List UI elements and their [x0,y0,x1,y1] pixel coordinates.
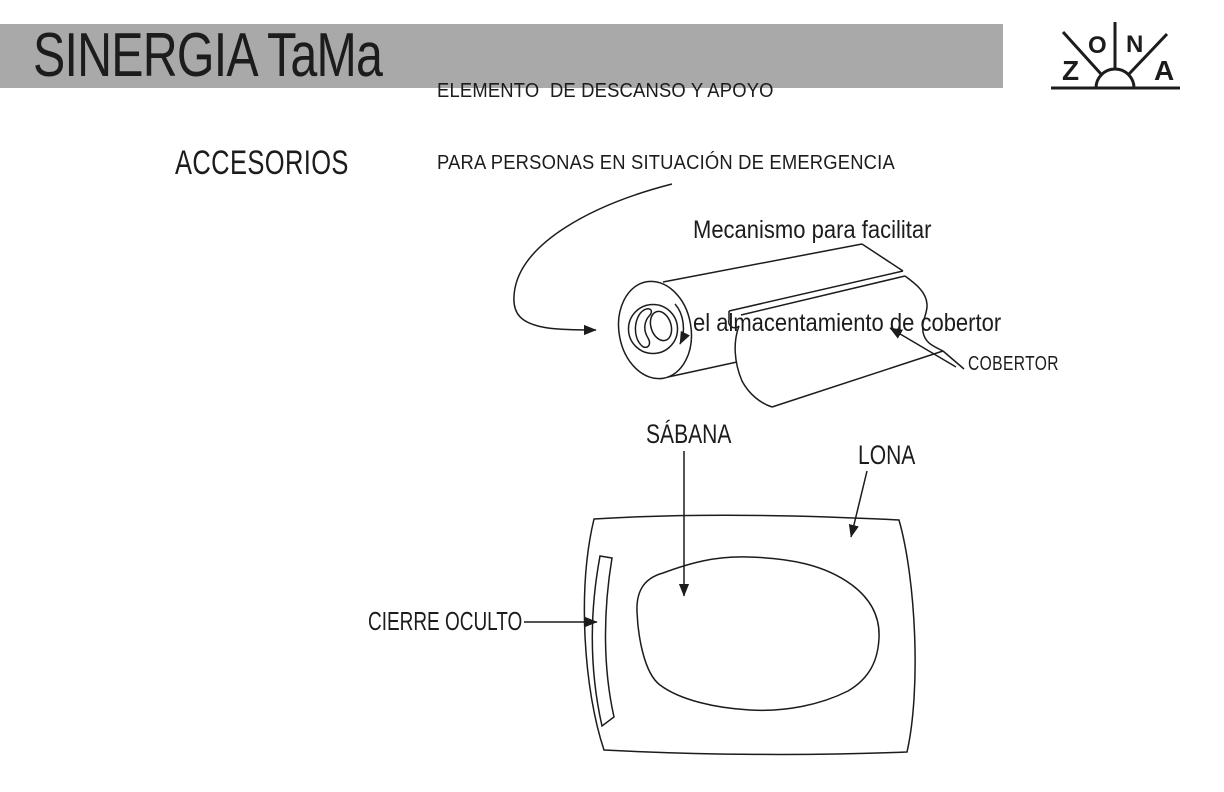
sheet-bottom-edge [772,351,943,407]
slot-upper-edge [729,271,903,311]
logo-letter-a: A [1154,55,1175,86]
header-subtitle-line1: ELEMENTO DE DESCANSO Y APOYO [437,80,774,102]
label-cobertor: COBERTOR [968,353,1059,375]
roll-illustration [514,184,964,407]
slot-lower-edge [741,276,905,315]
roll-annotation-line1: Mecanismo para facilitar [693,216,932,244]
logo-letter-n: N [1126,31,1144,58]
label-sabana: SÁBANA [646,419,732,449]
sheet-left-edge [735,326,772,407]
mat-outline [584,515,915,754]
logo-letter-z: Z [1062,55,1080,86]
section-heading: ACCESORIOS [175,144,349,182]
logo-letter-o: O [1088,32,1107,59]
cylinder-right-edge [862,244,903,271]
roll-annotation-line2: el almacentamiento de cobertor [693,309,1002,337]
cylinder-top-edge [663,244,862,282]
cierre-oculto-strip [592,556,614,726]
mat-illustration [524,451,915,754]
label-lona: LONA [858,440,916,470]
roll-end-ellipse [611,275,699,384]
header-subtitle-line2: PARA PERSONAS EN SITUACIÓN DE EMERGENCIA [437,152,895,174]
sabana-outline [637,557,879,710]
lona-arrow [851,471,867,537]
roll-spiral-crescent [635,309,651,348]
label-cierre-oculto: CIERRE OCULTO [368,606,523,636]
slot-notch [729,311,739,328]
page-title: SINERGIA TaMa [33,21,383,90]
cylinder-bottom-edge [668,362,737,377]
